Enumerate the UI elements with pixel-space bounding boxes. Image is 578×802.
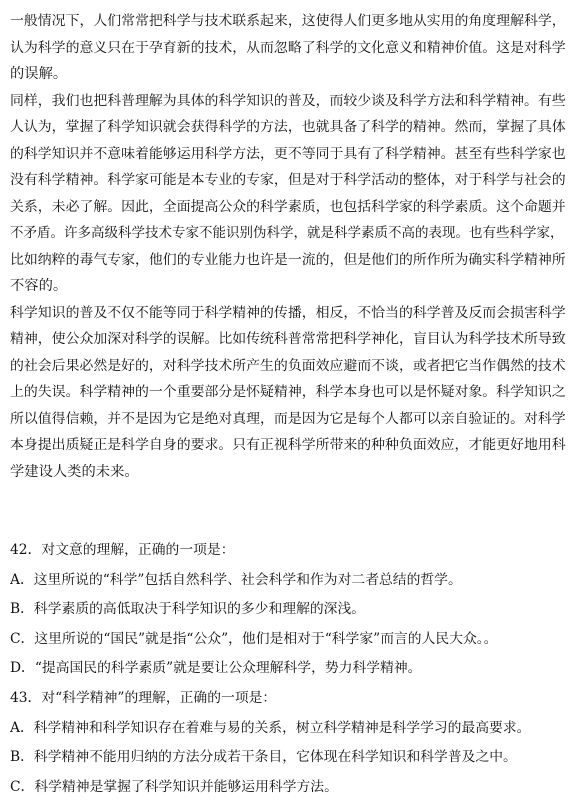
passage-line: 精神，使公众加深对科学的误解。比如传统科普常常把科学神化，盲目认为科学技术所导致 xyxy=(10,331,566,347)
question-42-option-c: C．这里所说的“国民”就是指“公众”，他们是相对于“科学家”而言的人民大众。。 xyxy=(10,630,498,647)
question-43-option-c: C．科学精神是掌握了科学知识并能够运用科学方法。 xyxy=(10,778,338,795)
passage-line: 认为科学的意义只在于孕育新的技术，从而忽略了科学的文化意义和精神价值。这是对科学 xyxy=(10,39,566,56)
passage-line: 没有科学精神。科学家可能是本专业的专家，但是对于科学活动的整体，对于科学与社会的 xyxy=(10,172,566,188)
passage-line: 的科学知识并不意味着能够运用科学方法，更不等同于具有了科学精神。甚至有些科学家也 xyxy=(10,145,566,162)
passage-line: 本身提出质疑正是科学自身的要求。只有正视科学所带来的种种负面效应，才能更好地用科 xyxy=(10,437,566,453)
passage-line: 所以值得信赖，并不是因为它是绝对真理，而是因为它是每个人都可以亲自验证的。对科学 xyxy=(10,410,566,427)
passage-line: 一般情况下，人们常常把科学与技术联系起来，这使得人们更多地从实用的角度理解科学， xyxy=(10,13,566,29)
question-list xyxy=(10,536,570,802)
passage-line: 同样，我们也把科普理解为具体的科学知识的普及，而较少谈及科学方法和科学精神。有些 xyxy=(10,92,566,109)
passage-line: 比如纳粹的毒气专家，他们的专业能力也许是一流的，但是他们的所作所为确实科学精神所 xyxy=(10,251,566,268)
passage-line: 科学知识的普及不仅不能等同于科学精神的传播，相反，不恰当的科学普及反而会损害科学 xyxy=(10,304,566,321)
question-42-option-b: B．科学素质的高低取决于科学知识的多少和理解的深浅。 xyxy=(10,601,366,618)
reading-passage xyxy=(10,8,570,485)
passage-line: 的社会后果必然是好的，对科学技术所产生的负面效应避而不谈，或者把它当作偶然的技术 xyxy=(10,357,566,374)
question-43-option-b: B．科学精神不能用归纳的方法分成若干条目，它体现在科学知识和科学普及之中。 xyxy=(10,749,517,766)
question-43-option-a: A．科学精神和科学知识存在着难与易的关系，树立科学精神是科学学习的最高要求。 xyxy=(10,719,531,736)
question-42-stem: 42．对文意的理解，正确的一项是： xyxy=(10,542,235,558)
passage-line: 关系，未必了解。因此，全面提高公众的科学素质，也包括科学家的科学素质。这个命题并 xyxy=(10,198,566,215)
passage-line: 不容的。 xyxy=(10,278,68,294)
question-42-option-a: A．这里所说的“科学”包括自然科学、社会科学和作为对二者总结的哲学。 xyxy=(10,571,462,588)
passage-line: 学建设人类的未来。 xyxy=(10,463,139,480)
question-43-stem: 43．对“科学精神”的理解，正确的一项是： xyxy=(10,689,277,706)
passage-line: 人认为，掌握了科学知识就会获得科学的方法，也就具备了科学的精神。然而，掌握了具体 xyxy=(10,119,566,135)
question-42-option-d: D．“提高国民的科学素质”就是要让公众理解科学，势力科学精神。 xyxy=(10,660,422,677)
passage-line: 不矛盾。许多高级科学技术专家不能识别伪科学，就是科学素质不高的表现。也有些科学家， xyxy=(10,225,564,241)
passage-line: 的误解。 xyxy=(10,66,68,82)
passage-line: 上的失误。科学精神的一个重要部分是怀疑精神，科学本身也可以是怀疑对象。科学知识之 xyxy=(10,384,566,400)
